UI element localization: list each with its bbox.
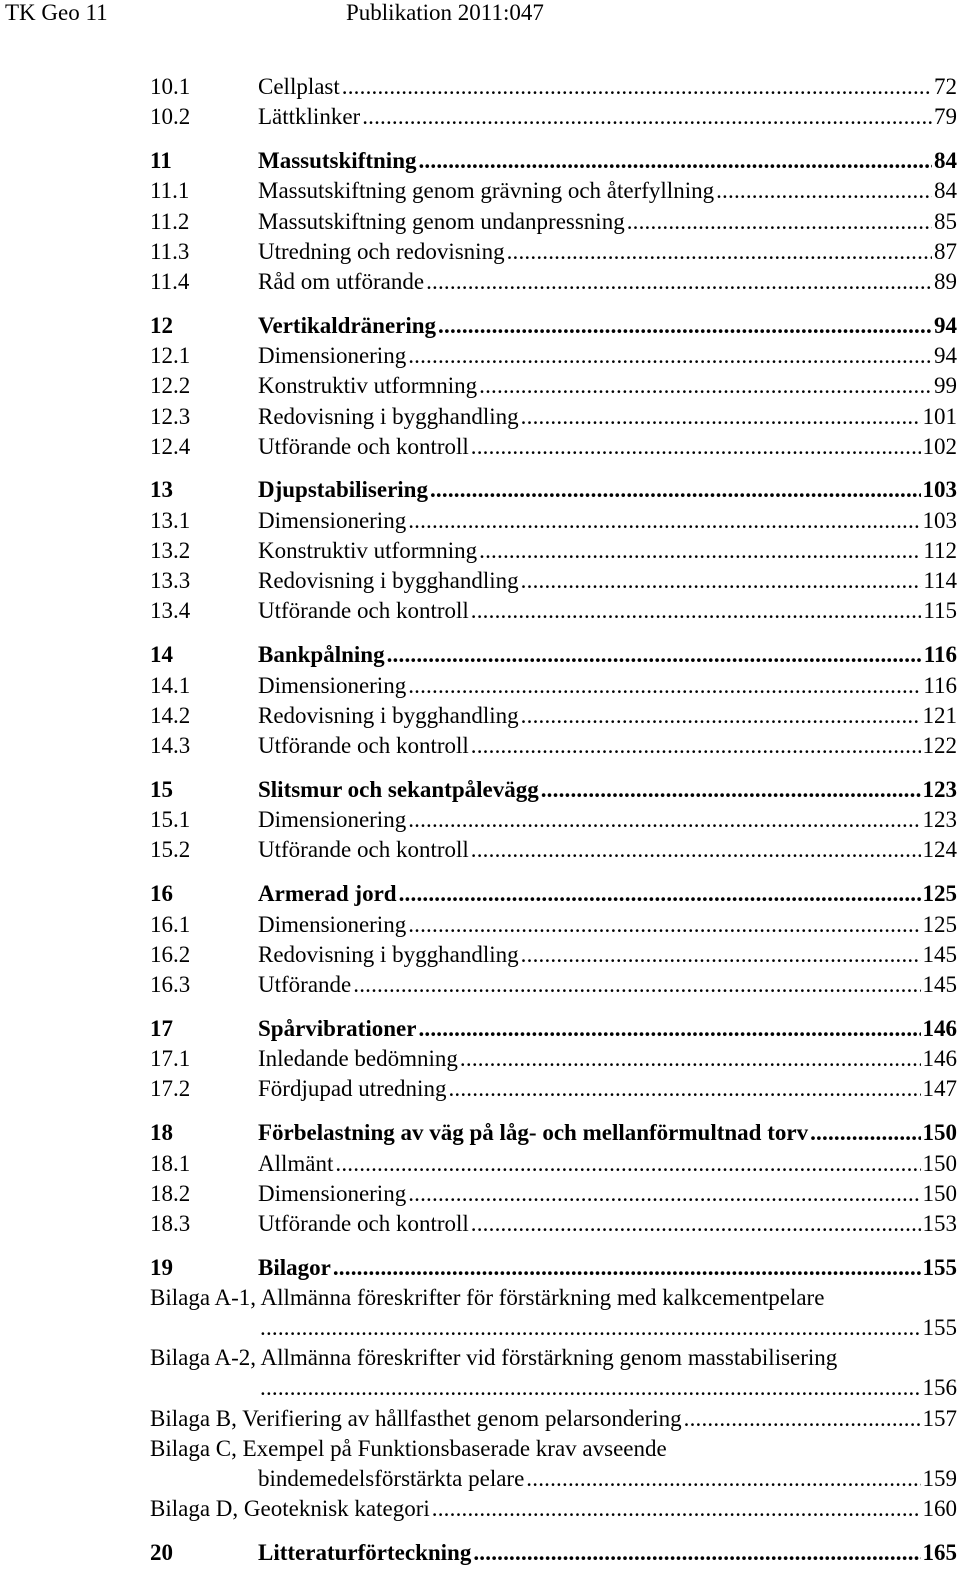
toc-title: Utförande och kontroll — [258, 1210, 469, 1236]
toc-title: Litteraturförteckning — [258, 1539, 472, 1565]
toc-entry[interactable] — [150, 910, 957, 940]
toc-title: Massutskiftning — [258, 147, 417, 173]
toc-number: 13.2 — [150, 538, 191, 564]
toc-number: 12.1 — [150, 343, 191, 369]
toc-entry[interactable] — [150, 1209, 957, 1239]
toc-number: 14.3 — [150, 733, 191, 758]
toc-entry[interactable] — [150, 402, 957, 432]
toc-page-number: 156 — [922, 1375, 957, 1401]
toc-leader-dots — [335, 1149, 920, 1179]
appendix-title-continued: bindemedelsförstärkta pelare — [258, 1465, 525, 1491]
toc-number: 19 — [150, 1254, 173, 1280]
toc-chapter[interactable] — [150, 1118, 957, 1149]
toc-leader-dots — [408, 805, 920, 835]
toc-number: 12.2 — [150, 373, 191, 399]
toc-leader-dots — [471, 835, 921, 865]
toc-page-number: 122 — [922, 733, 957, 758]
toc-section — [150, 475, 957, 626]
toc-page-number: 157 — [922, 1405, 957, 1431]
toc-number: 15.2 — [150, 837, 191, 863]
toc-page-number: 87 — [934, 238, 957, 264]
toc-entry[interactable] — [150, 835, 957, 865]
toc-leader-dots — [408, 341, 932, 371]
toc-title: Dimensionering — [258, 911, 407, 937]
toc-page-number: 84 — [934, 147, 957, 173]
toc-title: Vertikaldränering — [258, 312, 437, 338]
toc-entry[interactable] — [150, 371, 957, 401]
table-of-contents — [150, 72, 957, 1582]
toc-page-number: 155 — [922, 1254, 957, 1280]
toc-page-number: 150 — [922, 1180, 957, 1206]
toc-leader-dots — [260, 1373, 921, 1403]
toc-leader-dots — [479, 371, 932, 401]
toc-entry[interactable] — [150, 72, 957, 102]
toc-chapter[interactable] — [150, 775, 957, 806]
toc-leader-dots — [507, 237, 932, 267]
toc-leader-dots — [353, 970, 920, 1000]
toc-section-bilagor — [150, 1253, 957, 1525]
toc-title: Utförande och kontroll — [258, 733, 469, 758]
toc-number: 15.1 — [150, 807, 191, 833]
toc-title: Dimensionering — [258, 507, 407, 533]
toc-chapter[interactable] — [150, 879, 957, 910]
toc-entry[interactable] — [150, 805, 957, 835]
toc-title: Massutskiftning genom undanpressning — [258, 208, 625, 234]
toc-page-number: 145 — [922, 971, 957, 997]
toc-title: Redovisning i bygghandling — [258, 702, 519, 728]
toc-leader-dots — [627, 207, 932, 237]
toc-number: 17 — [150, 1015, 173, 1041]
toc-section — [150, 72, 957, 132]
toc-leader-dots — [408, 506, 920, 536]
toc-page-number: 89 — [934, 268, 957, 294]
toc-title: Utredning och redovisning — [258, 238, 505, 264]
toc-title: Lättklinker — [258, 104, 361, 130]
toc-chapter[interactable] — [150, 311, 957, 342]
toc-page-number: 101 — [922, 403, 957, 429]
toc-number: 18.2 — [150, 1180, 191, 1206]
header-series: TK Geo 11 — [5, 0, 108, 25]
toc-page-number: 99 — [934, 373, 957, 399]
toc-number: 14.2 — [150, 702, 191, 728]
toc-title: Djupstabilisering — [258, 477, 428, 503]
toc-number: 18.3 — [150, 1210, 191, 1236]
toc-page-number: 155 — [922, 1314, 957, 1340]
toc-title: Dimensionering — [258, 1180, 407, 1206]
toc-chapter[interactable] — [150, 1538, 957, 1569]
toc-chapter[interactable] — [150, 475, 957, 506]
toc-number: 16 — [150, 881, 173, 907]
toc-entry[interactable] — [150, 432, 957, 462]
toc-section — [150, 1118, 957, 1239]
toc-title: Dimensionering — [258, 807, 407, 833]
toc-leader-dots — [460, 1044, 921, 1074]
toc-page-number: 146 — [922, 1046, 957, 1072]
toc-leader-dots — [541, 775, 921, 806]
toc-number: 13.4 — [150, 598, 191, 624]
toc-number: 13 — [150, 477, 173, 503]
toc-page-number: 112 — [923, 538, 957, 564]
toc-page-number: 116 — [923, 672, 957, 698]
toc-page-number: 165 — [922, 1539, 957, 1565]
toc-leader-dots — [432, 1494, 921, 1524]
toc-entry[interactable] — [150, 566, 957, 596]
toc-leader-dots — [387, 640, 922, 671]
toc-title: Konstruktiv utformning — [258, 373, 478, 399]
toc-title: Utförande och kontroll — [258, 837, 469, 863]
toc-leader-dots — [471, 1209, 921, 1239]
toc-entry[interactable] — [150, 102, 957, 132]
toc-leader-dots — [418, 1014, 920, 1045]
toc-leader-dots — [684, 1404, 921, 1434]
toc-entry[interactable] — [150, 341, 957, 371]
toc-leader-dots — [418, 146, 932, 177]
toc-section — [150, 879, 957, 1000]
toc-number: 18 — [150, 1120, 173, 1145]
toc-entry[interactable] — [150, 970, 957, 1000]
toc-title: Inledande bedömning — [258, 1046, 458, 1072]
toc-chapter[interactable] — [150, 640, 957, 671]
toc-leader-dots — [430, 475, 921, 506]
page-header — [0, 0, 960, 28]
toc-entry[interactable] — [150, 237, 957, 267]
toc-section — [150, 1538, 957, 1569]
toc-page-number: 145 — [922, 941, 957, 967]
toc-entry[interactable] — [150, 940, 957, 970]
toc-leader-dots — [438, 311, 932, 342]
appendix-entry[interactable] — [150, 1373, 957, 1403]
toc-number: 13.1 — [150, 507, 191, 533]
toc-page-number: 94 — [934, 312, 957, 338]
toc-title: Massutskiftning genom grävning och återfyllning — [258, 178, 715, 204]
toc-page-number: 150 — [922, 1150, 957, 1176]
toc-number: 10.2 — [150, 104, 191, 130]
toc-title: Spårvibrationer — [258, 1015, 417, 1041]
toc-leader-dots — [342, 72, 932, 102]
toc-title: Förbelastning av väg på låg- och mellanförmultnad torv — [258, 1120, 809, 1145]
toc-section — [150, 640, 957, 761]
toc-page-number: 146 — [922, 1015, 957, 1041]
toc-leader-dots — [448, 1074, 920, 1104]
toc-page-number: 115 — [923, 598, 957, 624]
toc-leader-dots — [362, 102, 932, 132]
toc-number: 11.3 — [150, 238, 190, 264]
toc-page-number: 84 — [934, 178, 957, 204]
toc-page-number: 125 — [922, 911, 957, 937]
toc-page-number: 114 — [923, 568, 957, 594]
toc-leader-dots — [471, 432, 921, 462]
toc-leader-dots — [479, 536, 921, 566]
toc-number: 20 — [150, 1539, 173, 1565]
appendix-entry[interactable] — [150, 1404, 957, 1434]
appendix-title: Bilaga D, Geoteknisk kategori — [150, 1496, 430, 1522]
toc-title: Armerad jord — [258, 881, 397, 907]
toc-page-number: 147 — [922, 1076, 957, 1102]
toc-entry[interactable] — [150, 1074, 957, 1104]
toc-number: 16.3 — [150, 971, 191, 997]
toc-entry[interactable] — [150, 671, 957, 701]
toc-leader-dots — [473, 1538, 920, 1569]
toc-leader-dots — [399, 879, 921, 910]
appendix-title: Bilaga B, Verifiering av hållfasthet genom pelarsondering — [150, 1405, 682, 1431]
toc-entry[interactable] — [150, 731, 957, 761]
toc-entry[interactable] — [150, 536, 957, 566]
appendix-entry[interactable] — [150, 1494, 957, 1524]
toc-leader-dots — [521, 402, 921, 432]
toc-leader-dots — [408, 1179, 920, 1209]
toc-leader-dots — [408, 671, 921, 701]
toc-title: Allmänt — [258, 1150, 334, 1176]
toc-leader-dots — [471, 596, 922, 626]
toc-title: Bankpålning — [258, 642, 385, 668]
toc-title: Slitsmur och sekantpålevägg — [258, 776, 539, 802]
toc-entry[interactable] — [150, 506, 957, 536]
toc-leader-dots — [408, 910, 920, 940]
toc-leader-dots — [521, 566, 922, 596]
toc-page-number: 150 — [922, 1120, 957, 1145]
toc-number: 11 — [150, 147, 172, 173]
toc-page-number: 103 — [922, 477, 957, 503]
toc-leader-dots — [810, 1118, 920, 1149]
toc-leader-dots — [526, 1464, 920, 1494]
toc-page-number: 116 — [923, 642, 957, 668]
toc-chapter[interactable] — [150, 146, 957, 177]
toc-section — [150, 311, 957, 462]
toc-section — [150, 146, 957, 297]
toc-page-number: 79 — [934, 104, 957, 130]
toc-entry[interactable] — [150, 207, 957, 237]
appendix-entry[interactable] — [150, 1313, 957, 1343]
toc-title: Redovisning i bygghandling — [258, 941, 519, 967]
toc-number: 11.1 — [150, 178, 190, 204]
toc-title: Utförande och kontroll — [258, 598, 469, 624]
toc-page-number: 85 — [934, 208, 957, 234]
toc-number: 16.2 — [150, 941, 191, 967]
toc-number: 17.2 — [150, 1076, 191, 1102]
toc-number: 16.1 — [150, 911, 191, 937]
toc-leader-dots — [716, 176, 932, 206]
toc-number: 14 — [150, 642, 173, 668]
toc-page-number: 102 — [922, 433, 957, 459]
appendix-entry[interactable] — [150, 1464, 957, 1494]
toc-leader-dots — [521, 940, 921, 970]
toc-leader-dots — [471, 731, 921, 761]
toc-number: 17.1 — [150, 1046, 191, 1072]
toc-page-number: 123 — [922, 807, 957, 833]
toc-title: Fördjupad utredning — [258, 1076, 447, 1102]
toc-number: 11.4 — [150, 268, 190, 294]
toc-number: 12.4 — [150, 433, 191, 459]
toc-leader-dots — [260, 1313, 921, 1343]
toc-title: Dimensionering — [258, 343, 407, 369]
appendix-title[interactable]: Bilaga A-1, Allmänna föreskrifter för förstärkning med kalkcementpelare — [150, 1284, 825, 1310]
toc-number: 12 — [150, 312, 173, 338]
toc-title: Redovisning i bygghandling — [258, 568, 519, 594]
toc-title: Dimensionering — [258, 672, 407, 698]
toc-page-number: 160 — [922, 1496, 957, 1522]
toc-title: Bilagor — [258, 1254, 331, 1280]
toc-number: 12.3 — [150, 403, 191, 429]
toc-title: Cellplast — [258, 74, 340, 99]
toc-section — [150, 1014, 957, 1105]
toc-number: 15 — [150, 776, 173, 802]
header-publication: Publikation 2011:047 — [346, 0, 544, 25]
toc-entry[interactable] — [150, 176, 957, 206]
toc-leader-dots — [521, 701, 921, 731]
toc-entry[interactable] — [150, 267, 957, 297]
toc-entry[interactable] — [150, 596, 957, 626]
toc-entry[interactable] — [150, 1044, 957, 1074]
toc-entry[interactable] — [150, 1179, 957, 1209]
appendix-title[interactable]: Bilaga C, Exempel på Funktionsbaserade krav avseende — [150, 1435, 667, 1461]
toc-page-number: 103 — [922, 507, 957, 533]
appendix-title[interactable]: Bilaga A-2, Allmänna föreskrifter vid förstärkning genom masstabilisering — [150, 1345, 838, 1371]
toc-page-number: 123 — [922, 776, 957, 802]
toc-title: Redovisning i bygghandling — [258, 403, 519, 429]
toc-title: Utförande — [258, 971, 352, 997]
toc-leader-dots — [426, 267, 932, 297]
toc-number: 10.1 — [150, 74, 191, 99]
toc-page-number: 125 — [922, 881, 957, 907]
toc-page-number: 124 — [922, 837, 957, 863]
toc-entry[interactable] — [150, 1149, 957, 1179]
toc-chapter[interactable] — [150, 1253, 957, 1283]
toc-chapter[interactable] — [150, 1014, 957, 1045]
toc-number: 18.1 — [150, 1150, 191, 1176]
toc-title: Konstruktiv utformning — [258, 538, 478, 564]
toc-number: 14.1 — [150, 672, 191, 698]
toc-entry[interactable] — [150, 701, 957, 731]
toc-title: Råd om utförande — [258, 268, 425, 294]
toc-page-number: 72 — [934, 74, 957, 99]
toc-page-number: 94 — [934, 343, 957, 369]
toc-number: 13.3 — [150, 568, 191, 594]
toc-page-number: 121 — [922, 702, 957, 728]
toc-section — [150, 775, 957, 866]
toc-leader-dots — [333, 1253, 921, 1284]
toc-title: Utförande och kontroll — [258, 433, 469, 459]
toc-number: 11.2 — [150, 208, 190, 234]
toc-page-number: 153 — [922, 1210, 957, 1236]
toc-page-number: 159 — [922, 1465, 957, 1491]
